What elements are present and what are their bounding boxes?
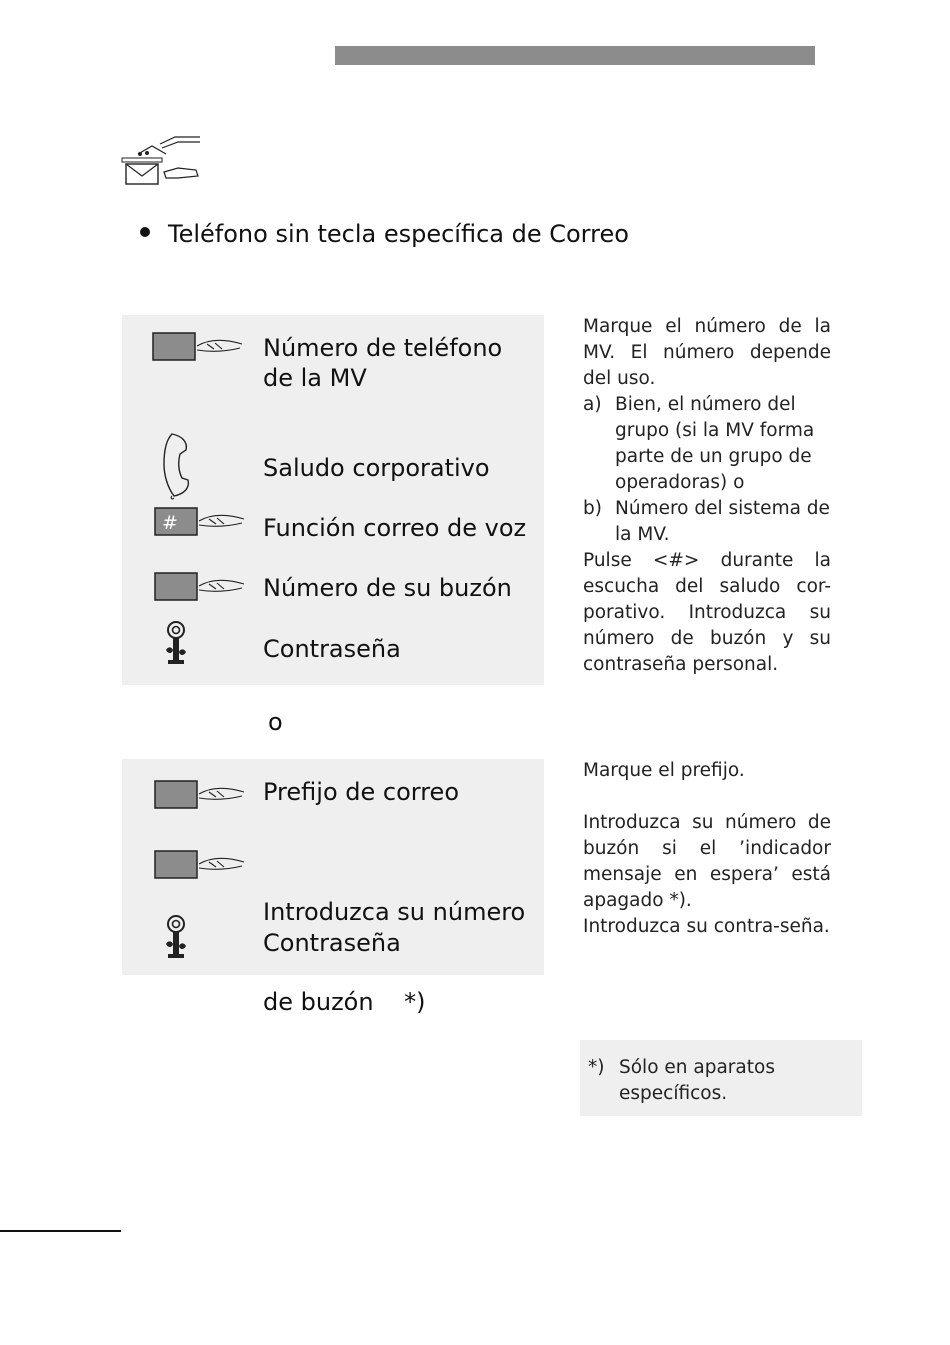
desc-item-b: b) Número del sistema de la MV.: [583, 498, 830, 545]
mailbox-hands-icon: [120, 132, 202, 188]
svg-text:#: #: [162, 512, 178, 534]
step-password: Contraseña: [263, 635, 401, 663]
section-heading: Teléfono sin tecla específica de Correo: [140, 220, 629, 248]
desc-intro: Marque el número de la MV. El número depende del uso.: [583, 316, 831, 389]
keypad-hand-icon: [152, 332, 247, 362]
step-enter-mailbox-number: Introduzca su número de buzón *): [263, 898, 526, 1016]
step-mv-number: Número de teléfono de la MV: [263, 334, 503, 392]
keypad-hand-icon: [154, 780, 249, 810]
bottom-rule: [0, 1230, 121, 1232]
desc2-password: Introduzca su contra-seña.: [583, 916, 830, 937]
description-2: [583, 758, 831, 940]
description-1: [583, 314, 831, 678]
hash-key-hand-icon: [154, 507, 249, 537]
header-bar: [335, 46, 815, 65]
desc-outro: Pulse <#> durante la escucha del saludo cor-porativo. Introduzca su número de buzón y su contraseña personal.: [583, 550, 831, 675]
step-password: Contraseña: [263, 929, 401, 957]
step-mailbox-number: Número de su buzón: [263, 574, 512, 602]
key-icon: [162, 914, 190, 960]
step-mail-prefix: Prefijo de correo: [263, 778, 459, 806]
desc2-mailbox: Introduzca su número de buzón si el ’indicador mensaje en espera’ está apagado *).: [583, 812, 831, 911]
bullet-icon: [140, 227, 150, 237]
keypad-hand-icon: [154, 850, 249, 880]
desc-item-a: a) Bien, el número del grupo (si la MV forma parte de un grupo de operadoras) o: [583, 394, 815, 493]
footnote: *) Sólo en aparatos específicos.: [588, 1057, 775, 1104]
handset-icon: [160, 430, 194, 500]
step-corporate-greeting: Saludo corporativo: [263, 454, 490, 482]
desc2-prefix: Marque el prefijo.: [583, 760, 745, 781]
or-label: o: [268, 708, 283, 736]
key-icon: [162, 620, 190, 666]
keypad-hand-icon: [154, 572, 249, 602]
step-voicemail-function: Función correo de voz: [263, 514, 527, 542]
